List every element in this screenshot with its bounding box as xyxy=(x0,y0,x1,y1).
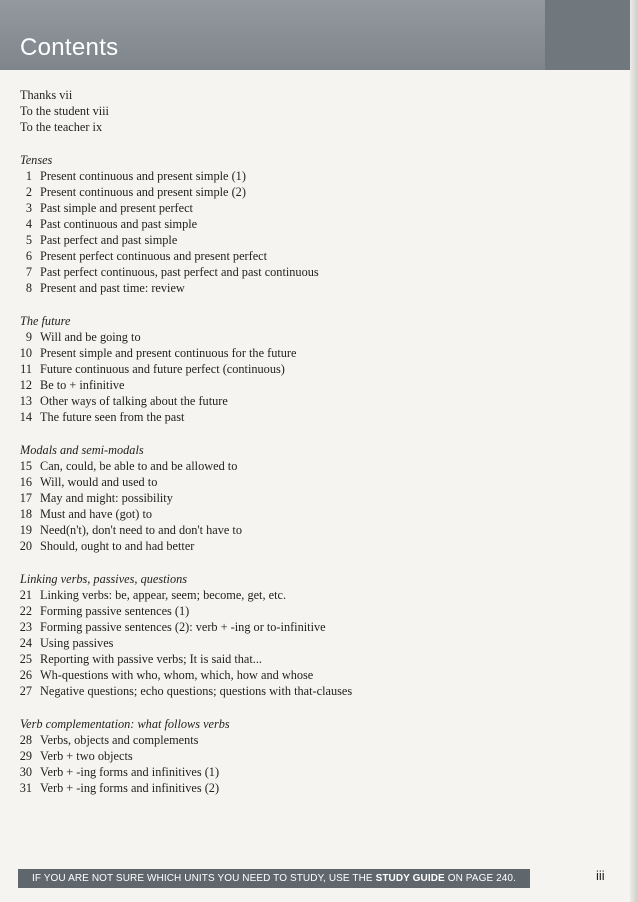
unit-number: 28 xyxy=(19,733,32,747)
unit-entry[interactable] xyxy=(0,474,560,490)
page-edge-shadow xyxy=(630,0,638,902)
unit-number: 10 xyxy=(19,346,32,360)
unit-title: Verbs, objects and complements xyxy=(40,733,199,747)
unit-title: Present and past time: review xyxy=(40,281,185,295)
unit-title: Using passives xyxy=(40,636,114,650)
unit-number: 24 xyxy=(19,636,32,650)
unit-number: 7 xyxy=(25,265,32,279)
unit-entry[interactable] xyxy=(0,248,560,264)
unit-title: Will, would and used to xyxy=(40,475,158,489)
unit-entry[interactable] xyxy=(0,748,560,764)
unit-entry[interactable] xyxy=(0,280,560,296)
page-number: iii xyxy=(596,868,605,883)
unit-title: Present perfect continuous and present perfect xyxy=(40,249,268,263)
unit-number: 14 xyxy=(19,410,32,424)
front-item-to-student[interactable]: To the student viii xyxy=(20,104,109,118)
unit-title: Linking verbs: be, appear, seem; become, get, etc. xyxy=(40,588,287,602)
unit-title: Negative questions; echo questions; questions with that-clauses xyxy=(40,684,353,698)
unit-title: Verb + two objects xyxy=(40,749,133,763)
unit-number: 20 xyxy=(19,539,32,553)
unit-entry[interactable] xyxy=(0,184,560,200)
unit-number: 23 xyxy=(19,620,32,634)
unit-title: Be to + infinitive xyxy=(40,378,125,392)
unit-title: Verb + -ing forms and infinitives (2) xyxy=(40,781,220,795)
contents-section xyxy=(0,442,560,554)
unit-entry[interactable] xyxy=(0,168,560,184)
unit-entry[interactable] xyxy=(0,587,560,603)
unit-entry[interactable] xyxy=(0,522,560,538)
unit-title: Forming passive sentences (2): verb + -ing or to-infinitive xyxy=(40,620,326,634)
section-title: Tenses xyxy=(20,153,53,167)
unit-entry[interactable] xyxy=(0,377,560,393)
unit-title: The future seen from the past xyxy=(40,410,185,424)
unit-number: 4 xyxy=(25,217,32,231)
unit-entry[interactable] xyxy=(0,619,560,635)
contents-section xyxy=(0,152,560,296)
unit-title: Other ways of talking about the future xyxy=(40,394,228,408)
unit-number: 25 xyxy=(19,652,32,666)
unit-entry[interactable] xyxy=(0,393,560,409)
unit-entry[interactable] xyxy=(0,780,560,796)
unit-number: 26 xyxy=(19,668,32,682)
unit-title: Need(n't), don't need to and don't have to xyxy=(40,523,242,537)
section-title: The future xyxy=(20,314,71,328)
unit-number: 22 xyxy=(19,604,32,618)
unit-number: 1 xyxy=(25,169,32,183)
unit-entry[interactable] xyxy=(0,232,560,248)
header-corner-block xyxy=(545,0,638,70)
front-item-to-teacher[interactable]: To the teacher ix xyxy=(20,120,103,134)
unit-entry[interactable] xyxy=(0,603,560,619)
page-title: Contents xyxy=(20,34,119,61)
unit-number: 30 xyxy=(19,765,32,779)
unit-entry[interactable] xyxy=(0,506,560,522)
unit-number: 27 xyxy=(19,684,32,698)
unit-number: 2 xyxy=(25,185,32,199)
unit-title: Past perfect and past simple xyxy=(40,233,178,247)
unit-title: Past simple and present perfect xyxy=(40,201,193,215)
unit-number: 19 xyxy=(19,523,32,537)
unit-number: 31 xyxy=(19,781,32,795)
unit-entry[interactable] xyxy=(0,538,560,554)
unit-entry[interactable] xyxy=(0,409,560,425)
unit-entry[interactable] xyxy=(0,490,560,506)
front-item-thanks[interactable]: Thanks vii xyxy=(20,88,73,102)
unit-entry[interactable] xyxy=(0,683,560,699)
unit-number: 3 xyxy=(25,201,32,215)
unit-entry[interactable] xyxy=(0,651,560,667)
header-bar xyxy=(0,0,545,70)
unit-number: 11 xyxy=(20,362,32,376)
unit-title: Forming passive sentences (1) xyxy=(40,604,190,618)
unit-number: 18 xyxy=(19,507,32,521)
unit-number: 15 xyxy=(19,459,32,473)
contents-section xyxy=(0,313,560,425)
unit-title: May and might: possibility xyxy=(40,491,173,505)
unit-entry[interactable] xyxy=(0,200,560,216)
unit-title: Can, could, be able to and be allowed to xyxy=(40,459,238,473)
unit-number: 21 xyxy=(19,588,32,602)
unit-entry[interactable] xyxy=(0,635,560,651)
contents-section xyxy=(0,716,560,796)
unit-title: Should, ought to and had better xyxy=(40,539,195,553)
unit-entry[interactable] xyxy=(0,764,560,780)
unit-title: Future continuous and future perfect (continuous) xyxy=(40,362,285,376)
unit-entry[interactable] xyxy=(0,361,560,377)
section-title: Linking verbs, passives, questions xyxy=(20,572,188,586)
unit-title: Present continuous and present simple (2) xyxy=(40,185,246,199)
unit-entry[interactable] xyxy=(0,667,560,683)
banner-text-start: IF YOU ARE NOT SURE WHICH UNITS YOU NEED TO STUDY, USE THE xyxy=(32,873,376,884)
unit-title: Past perfect continuous, past perfect and past continuous xyxy=(40,265,319,279)
unit-title: Verb + -ing forms and infinitives (1) xyxy=(40,765,220,779)
unit-number: 9 xyxy=(25,330,32,344)
banner-text-end: ON PAGE 240. xyxy=(444,873,516,884)
unit-entry[interactable] xyxy=(0,732,560,748)
banner-study-guide-link[interactable]: STUDY GUIDE xyxy=(375,873,445,884)
unit-title: Past continuous and past simple xyxy=(40,217,198,231)
unit-title: Must and have (got) to xyxy=(40,507,153,521)
unit-number: 8 xyxy=(25,281,32,295)
unit-title: Reporting with passive verbs; It is said that... xyxy=(40,652,262,666)
unit-number: 6 xyxy=(25,249,32,263)
contents-list xyxy=(0,87,560,796)
unit-entry[interactable] xyxy=(0,329,560,345)
unit-entry[interactable] xyxy=(0,264,560,280)
unit-title: Present simple and present continuous for the future xyxy=(40,346,297,360)
unit-number: 5 xyxy=(25,233,32,247)
unit-entry[interactable] xyxy=(0,345,560,361)
unit-entry[interactable] xyxy=(0,458,560,474)
unit-number: 17 xyxy=(19,491,32,505)
contents-section xyxy=(0,571,560,699)
unit-number: 16 xyxy=(19,475,32,489)
unit-number: 13 xyxy=(19,394,32,408)
section-title: Verb complementation: what follows verbs xyxy=(20,717,230,731)
unit-number: 12 xyxy=(19,378,32,392)
study-guide-banner xyxy=(18,869,530,888)
front-matter xyxy=(0,87,560,135)
unit-entry[interactable] xyxy=(0,216,560,232)
unit-title: Wh-questions with who, whom, which, how and whose xyxy=(40,668,314,682)
unit-title: Present continuous and present simple (1) xyxy=(40,169,246,183)
unit-number: 29 xyxy=(19,749,32,763)
unit-title: Will and be going to xyxy=(40,330,141,344)
section-title: Modals and semi-modals xyxy=(20,443,144,457)
